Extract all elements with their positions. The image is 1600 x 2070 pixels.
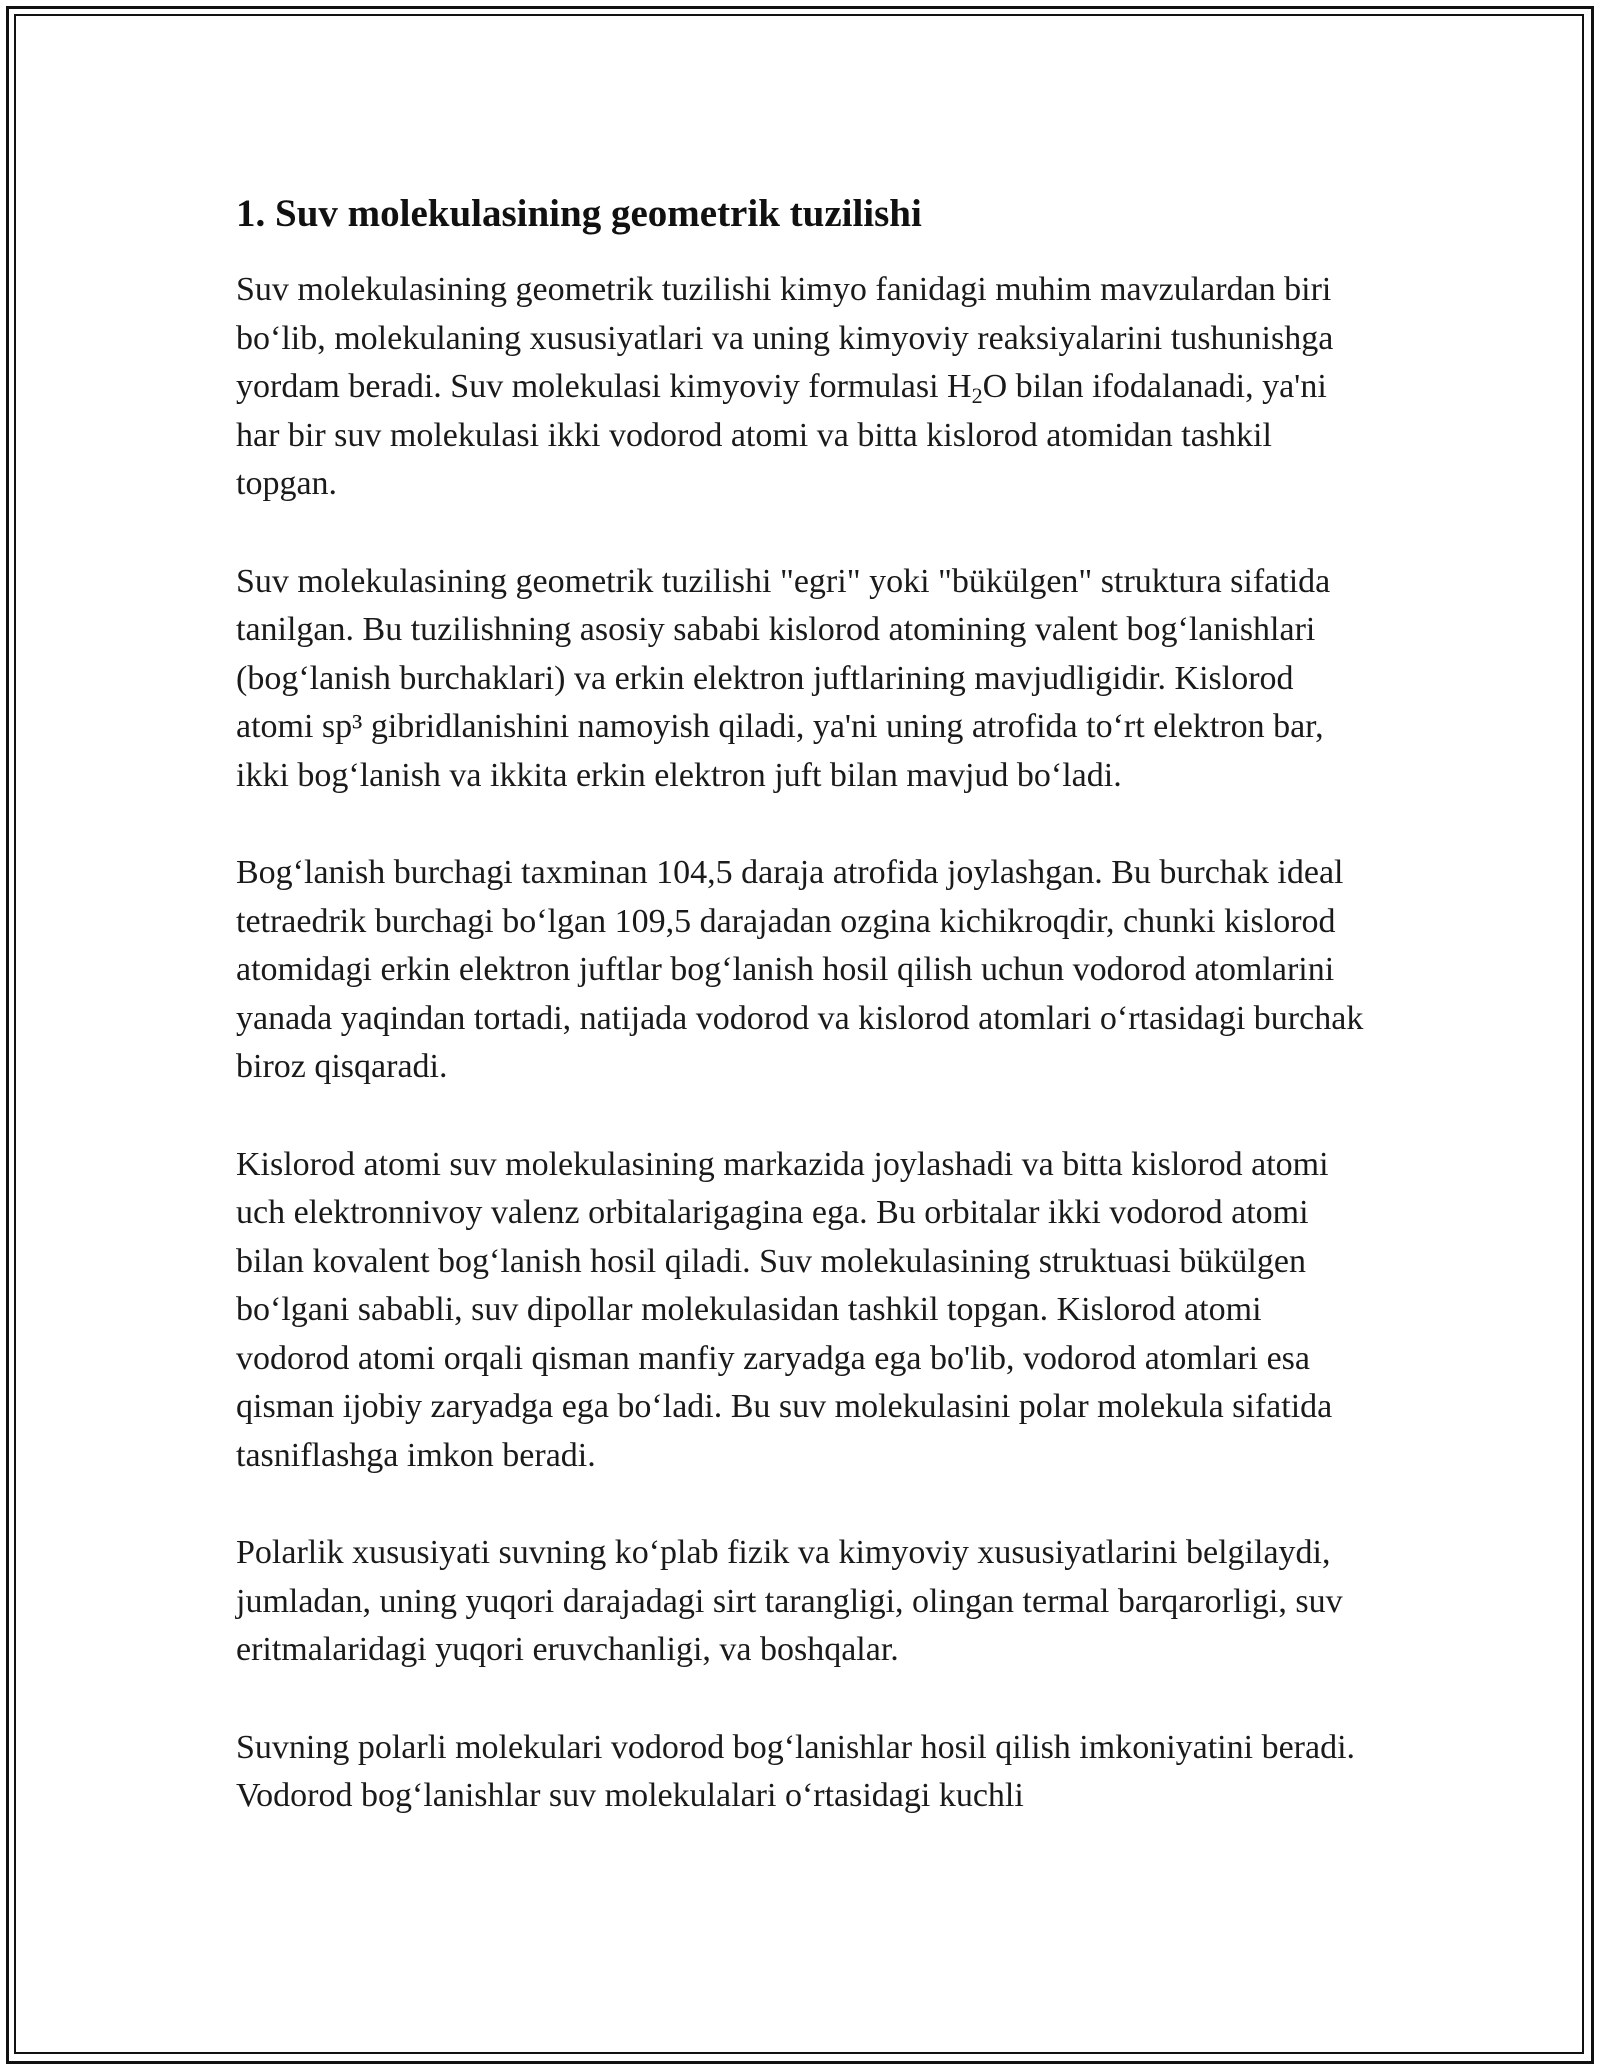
section-heading: 1. Suv molekulasining geometrik tuzilishi (236, 192, 922, 235)
subscript-2: 2 (971, 383, 983, 408)
paragraph-5: Polarlik xususiyati suvning ko‘plab fizik va kimyoviy xususiyatlarini belgilaydi, jumladan, uning yuqori darajadagi sirt tarangligi, olingan termal barqarorligi, suv eritmalaridagi yuqori eruvchanligi, va boshqalar. (236, 1534, 1343, 1668)
paragraph-6: Suvning polarli molekulari vodorod bog‘lanishlar hosil qilish imkoniyatini beradi. Vodorod bog‘lanishlar suv molekulalari o‘rtasidagi kuchli (236, 1728, 1356, 1814)
paragraph-3: Bog‘lanish burchagi taxminan 104,5 daraja atrofida joylashgan. Bu burchak ideal tetraedrik burchagi bo‘lgan 109,5 darajadan ozgina kichikroqdir, chunki kislorod atomidagi erkin elektron juftlar bog‘lanish hosil qilish uchun vodorod atomlarini yanada yaqindan tortadi, natijada vodorod va kislorod atomlari o‘rtasidagi burchak biroz qisqaradi. (236, 854, 1364, 1085)
document-body (236, 185, 1376, 1870)
paragraph-1-text-before: Suv molekulasining geometrik tuzilishi kimyo fanidagi muhim mavzulardan biri bo‘lib, molekulaning xususiyatlari va uning kimyoviy reaksiyalarini tushunishga yordam beradi. Suv molekulasi kimyoviy formulasi H (236, 271, 1334, 405)
paragraph-1-text-after: O bilan ifodalanadi, ya'ni har bir suv molekulasi ikki vodorod atomi va bitta kislorod atomidan tashkil topgan. (236, 368, 1327, 502)
paragraph-2: Suv molekulasining geometrik tuzilishi "egri" yoki "bükülgen" struktura sifatida tanilgan. Bu tuzilishning asosiy sababi kislorod atomining valent bog‘lanishlari (bog‘lanish burchaklari) va erkin elektron juftlarining mavjudligidir. Kislorod atomi sp³ gibridlanishini namoyish qiladi, ya'ni uning atrofida to‘rt elektron bar, ikki bog‘lanish va ikkita erkin elektron juft bilan mavjud bo‘ladi. (236, 562, 1331, 794)
paragraph-4: Kislorod atomi suv molekulasining markazida joylashadi va bitta kislorod atomi uch elektronnivoy valenz orbitalarigagina ega. Bu orbitalar ikki vodorod atomi bilan kovalent bog‘lanish hosil qiladi. Suv molekulasining struktuasi bükülgen bo‘lgani sababli, suv dipollar molekulasidan tashkil topgan. Kislorod atomi vodorod atomi orqali qisman manfiy zaryadga ega bo'lib, vodorod atomlari esa qisman ijobiy zaryadga ega bo‘ladi. Bu suv molekulasini polar molekula sifatida tasniflashga imkon beradi. (236, 1145, 1333, 1474)
paragraph-1 (236, 266, 1376, 509)
